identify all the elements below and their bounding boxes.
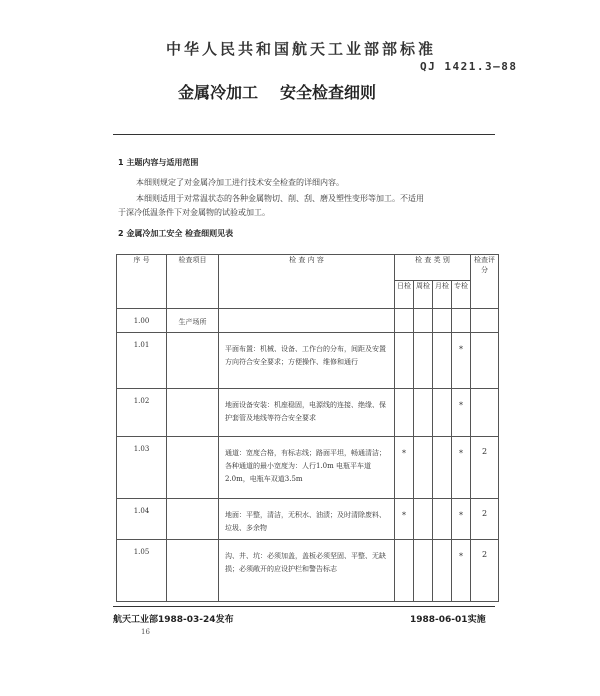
header-category: 检 查 类 别 [395, 255, 471, 281]
row-item [167, 437, 219, 499]
row-monthly [433, 437, 452, 499]
section1-heading: 1 主题内容与适用范围 [118, 158, 199, 167]
standard-code: QJ 1421.3—88 [420, 60, 518, 73]
section2-heading: 2 金属冷加工安全 检查细则见表 [118, 229, 234, 238]
row-score: 2 [471, 499, 499, 540]
section1-para2-line1: 本细则适用于对常温状态的各种金属物切、削、刮、磨及塑性变形等加工。不适用 [136, 194, 424, 203]
table-row [117, 389, 499, 437]
header-content: 检 查 内 容 [219, 255, 395, 309]
row-score [471, 333, 499, 389]
header-score: 检查评分 [471, 255, 499, 309]
section1-para1: 本细则规定了对金属冷加工进行技术安全检查的详细内容。 [136, 178, 344, 187]
row-item [167, 540, 219, 602]
row-monthly [433, 540, 452, 602]
row-content: 地面设备安装：机座稳固，电源线的连接、绝缘、保护套管及地线等符合安全要求 [219, 389, 395, 437]
row-seq: 1.05 [117, 540, 167, 602]
row-content: 平面布置：机械、设备、工作台的分布，间距及安置方向符合安全要求；方便操作、维修和通行 [219, 333, 395, 389]
document-title [178, 80, 398, 103]
row-periodic [414, 437, 433, 499]
row-item [167, 499, 219, 540]
header-daily: 日检 [395, 281, 414, 309]
row-periodic [414, 389, 433, 437]
row-content: 沟、井、坑：必须加盖，盖板必须坚固、平整、无缺损；必须敞开的应设护栏和警告标志 [219, 540, 395, 602]
row-item: 生产场所 [167, 309, 219, 333]
row-seq: 1.04 [117, 499, 167, 540]
row-daily [395, 389, 414, 437]
row-score: 2 [471, 437, 499, 499]
table-row [117, 499, 499, 540]
row-special: * [452, 389, 471, 437]
row-score [471, 309, 499, 333]
row-daily: * [395, 499, 414, 540]
row-special: * [452, 437, 471, 499]
row-content [219, 309, 395, 333]
row-monthly [433, 499, 452, 540]
row-special: * [452, 333, 471, 389]
row-monthly [433, 309, 452, 333]
row-content: 通道：宽度合格，有标志线；路面平坦，畅通清洁；各种通道的最小宽度为：人行1.0m 电瓶平车道2.0m，电瓶车双道3.5m [219, 437, 395, 499]
table-row [117, 540, 499, 602]
standard-title: 中华人民共和国航天工业部部标准 [166, 40, 437, 58]
document-title-part2: 安全检查细则 [280, 83, 377, 102]
row-item [167, 333, 219, 389]
header-item: 检查项目 [167, 255, 219, 309]
inspection-table [116, 254, 499, 602]
row-score [471, 389, 499, 437]
table-row [117, 437, 499, 499]
header-monthly: 月检 [433, 281, 452, 309]
bottom-rule [113, 606, 495, 607]
row-daily [395, 540, 414, 602]
row-seq: 1.02 [117, 389, 167, 437]
row-periodic [414, 540, 433, 602]
row-daily [395, 333, 414, 389]
row-special: * [452, 540, 471, 602]
table-row [117, 309, 499, 333]
row-periodic [414, 499, 433, 540]
row-daily: * [395, 437, 414, 499]
row-special [452, 309, 471, 333]
table-row [117, 333, 499, 389]
header-periodic: 周检 [414, 281, 433, 309]
row-item [167, 389, 219, 437]
top-rule [113, 134, 495, 135]
row-periodic [414, 333, 433, 389]
issued-date: 航天工业部1988-03-24发布 [113, 615, 234, 625]
row-seq: 1.03 [117, 437, 167, 499]
row-seq: 1.01 [117, 333, 167, 389]
header-special: 专检 [452, 281, 471, 309]
row-score: 2 [471, 540, 499, 602]
row-content: 地面：平整，清洁，无积水、油渍；及时清除废料、垃圾、多余物 [219, 499, 395, 540]
page-number: 16 [141, 628, 150, 636]
document-title-part1: 金属冷加工 [178, 83, 259, 102]
effective-date: 1988-06-01实施 [410, 615, 486, 625]
row-monthly [433, 333, 452, 389]
row-special: * [452, 499, 471, 540]
row-monthly [433, 389, 452, 437]
row-seq: 1.00 [117, 309, 167, 333]
header-seq: 序 号 [117, 255, 167, 309]
row-daily [395, 309, 414, 333]
row-periodic [414, 309, 433, 333]
section1-para2-line2: 于深冷低温条件下对金属物的试验或加工。 [118, 208, 270, 217]
